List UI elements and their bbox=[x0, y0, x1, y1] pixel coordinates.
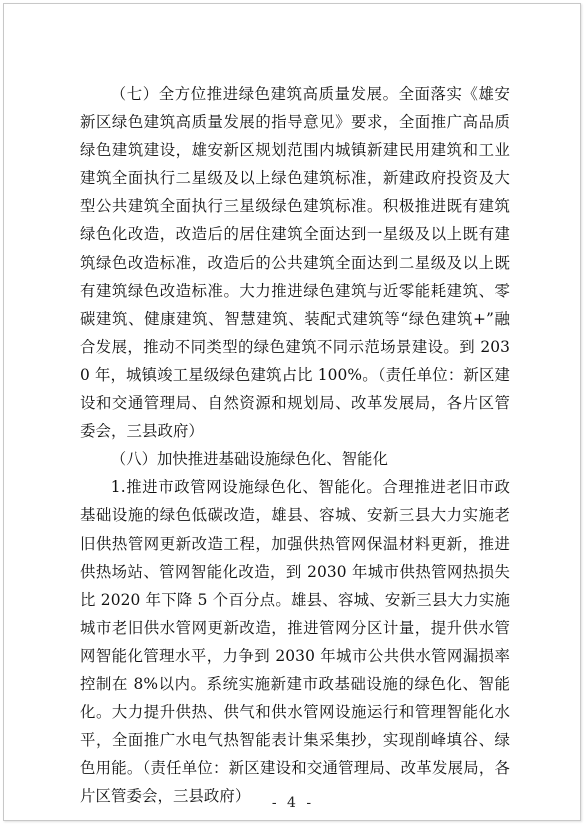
section-8-item-1-paragraph: 1.推进市政管网设施绿色化、智能化。合理推进老旧市政基础设施的绿色低碳改造，雄县、容城、安新三县大力实施老旧供热管网更新改造工程，加强供热管网保温材料更新，推进供热场站、管网智能化改造，到 2030 年城市供热管网热损失比 2020 年下降 5 个百分点。雄县、容城、安新三县大力实施城市老旧供水管网更新改造，推进管网分区计量，提升供水管网智能化管理水平，力争到 2030 年城市公共供水管网漏损率控制在 8%以内。系统实施新建市政基础设施的绿色化、智能化。大力提升供热、供气和供水管网设施运行和管理智能化水平，全面推广水电气热智能表计集采集抄，实现削峰填谷、绿色用能。（责任单位：新区建设和交通管理局、改革发展局，各片区管委会，三县政府） bbox=[80, 478, 510, 806]
section-8-heading: （八）加快推进基础设施绿色化、智能化 bbox=[110, 450, 388, 469]
document-body bbox=[80, 80, 510, 810]
section-7-paragraph: （七）全方位推进绿色建筑高质量发展。全面落实《雄安新区绿色建筑高质量发展的指导意见》要求，全面推广高品质绿色建筑建设，雄安新区规划范围内城镇新建民用建筑和工业建筑全面执行二星级及以上绿色建筑标准，新建政府投资及大型公共建筑全面执行三星级绿色建筑标准。积极推进既有建筑绿色化改造，改造后的居住建筑全面达到一星级及以上既有建筑绿色改造标准，改造后的公共建筑全面达到二星级及以上既有建筑绿色改造标准。大力推进绿色建筑与近零能耗建筑、零碳建筑、健康建筑、智慧建筑、装配式建筑等“绿色建筑+”融合发展，推动不同类型的绿色建筑不同示范场景建设。到 2030 年，城镇竣工星级绿色建筑占比 100%。（责任单位：新区建设和交通管理局、自然资源和规划局、改革发展局，各片区管委会，三县政府） bbox=[80, 85, 510, 441]
page-number: - 4 - bbox=[271, 795, 315, 811]
